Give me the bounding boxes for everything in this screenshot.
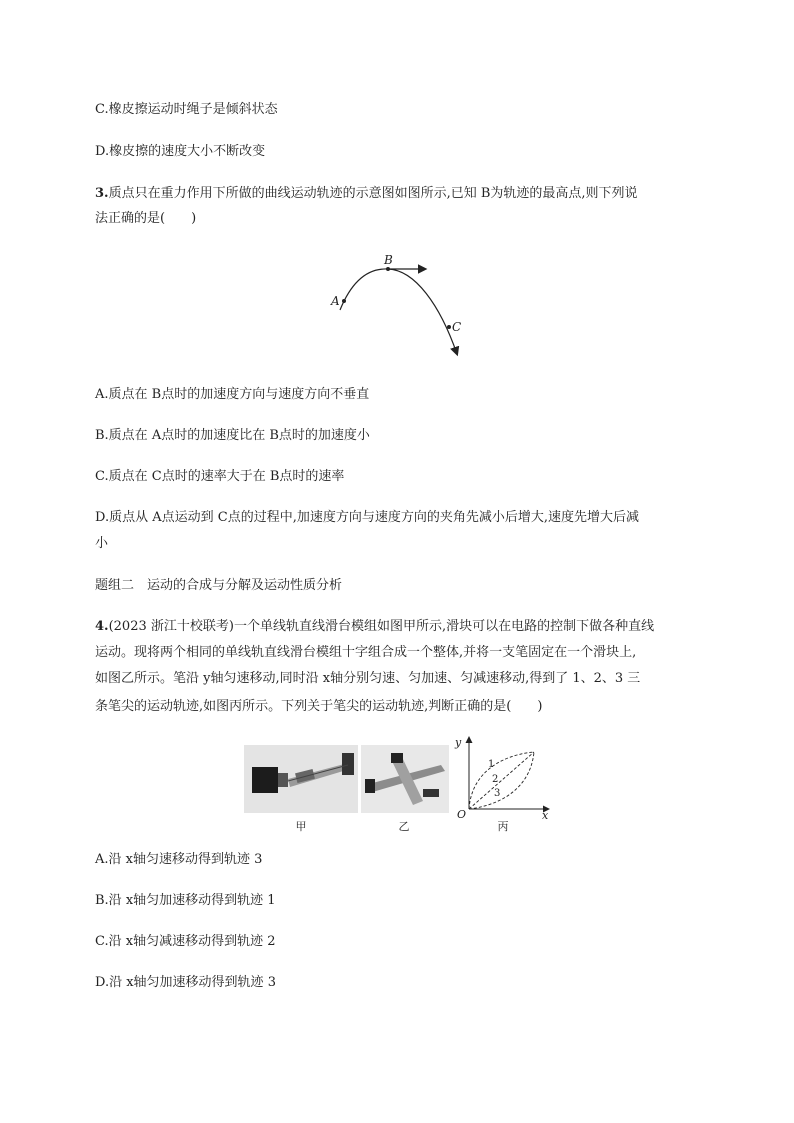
caption-yi: 乙 bbox=[398, 820, 410, 833]
x-axis-label: x bbox=[542, 809, 549, 820]
label-a: A bbox=[331, 294, 340, 308]
q3-option-b: B.质点在 A点时的加速度比在 B点时的加速度小 bbox=[95, 428, 370, 443]
q4-stem-line3: 如图乙所示。笔沿 y轴匀速移动,同时沿 x轴分别匀速、匀加速、匀减速移动,得到了 1、2、3 三 bbox=[95, 671, 641, 686]
q3-option-d-line1: D.质点从 A点运动到 C点的过程中,加速度方向与速度方向的夹角先减小后增大,速度先增大后减 bbox=[95, 510, 639, 525]
q4-number: 4. bbox=[95, 619, 109, 634]
trajectory-1-label: 1 bbox=[488, 759, 495, 770]
point-c bbox=[447, 325, 451, 329]
caption-jia: 甲 bbox=[295, 820, 307, 833]
trajectory-curve bbox=[340, 269, 457, 354]
q4-stem-line1 bbox=[95, 618, 654, 636]
q4-stem-text: (2023 浙江十校联考)一个单线轨直线滑台模组如图甲所示,滑块可以在电路的控制下做各种直线 bbox=[108, 619, 655, 634]
slide-module-drawing bbox=[244, 745, 358, 813]
q3-option-a: A.质点在 B点时的加速度方向与速度方向不垂直 bbox=[95, 387, 370, 402]
section-title: 题组二 运动的合成与分解及运动性质分析 bbox=[95, 578, 343, 593]
label-b: B bbox=[384, 253, 393, 267]
q4-stem-line2: 运动。现将两个相同的单线轨直线滑台模组十字组合成一个整体,并将一支笔固定在一个滑块上, bbox=[95, 645, 637, 660]
y-axis-label: y bbox=[455, 736, 462, 749]
q2-option-d: D.橡皮擦的速度大小不断改变 bbox=[95, 144, 266, 159]
label-c: C bbox=[452, 320, 462, 334]
q3-number: 3. bbox=[95, 186, 109, 201]
q4-option-a: A.沿 x轴匀速移动得到轨迹 3 bbox=[95, 852, 263, 867]
photo-slide-module-jia bbox=[244, 745, 358, 813]
caption-bing: 丙 bbox=[497, 820, 509, 833]
q3-option-c: C.质点在 C点时的速率大于在 B点时的速率 bbox=[95, 469, 345, 484]
point-b bbox=[386, 267, 390, 271]
q3-option-d-line2: 小 bbox=[95, 536, 109, 551]
q4-trajectory-graph bbox=[450, 732, 560, 820]
q4-option-d: D.沿 x轴匀加速移动得到轨迹 3 bbox=[95, 975, 276, 990]
q4-option-b: B.沿 x轴匀加速移动得到轨迹 1 bbox=[95, 893, 276, 908]
cross-modules-drawing bbox=[361, 745, 449, 813]
origin-label: O bbox=[457, 808, 467, 820]
q3-stem-line2: 法正确的是( ) bbox=[95, 211, 197, 226]
trajectory-2-label: 2 bbox=[492, 774, 499, 785]
point-a bbox=[342, 299, 346, 303]
q3-stem-line1 bbox=[95, 185, 638, 203]
q3-stem-text: 质点只在重力作用下所做的曲线运动轨迹的示意图如图所示,已知 B为轨迹的最高点,则下列说 bbox=[108, 186, 638, 201]
photo-cross-modules-yi bbox=[361, 745, 449, 813]
q2-option-c: C.橡皮擦运动时绳子是倾斜状态 bbox=[95, 102, 278, 117]
q3-trajectory-figure bbox=[325, 250, 475, 360]
q4-stem-line4: 条笔尖的运动轨迹,如图丙所示。下列关于笔尖的运动轨迹,判断正确的是( ) bbox=[95, 699, 543, 714]
q4-option-c: C.沿 x轴匀减速移动得到轨迹 2 bbox=[95, 934, 276, 949]
trajectory-3-label: 3 bbox=[494, 788, 501, 799]
